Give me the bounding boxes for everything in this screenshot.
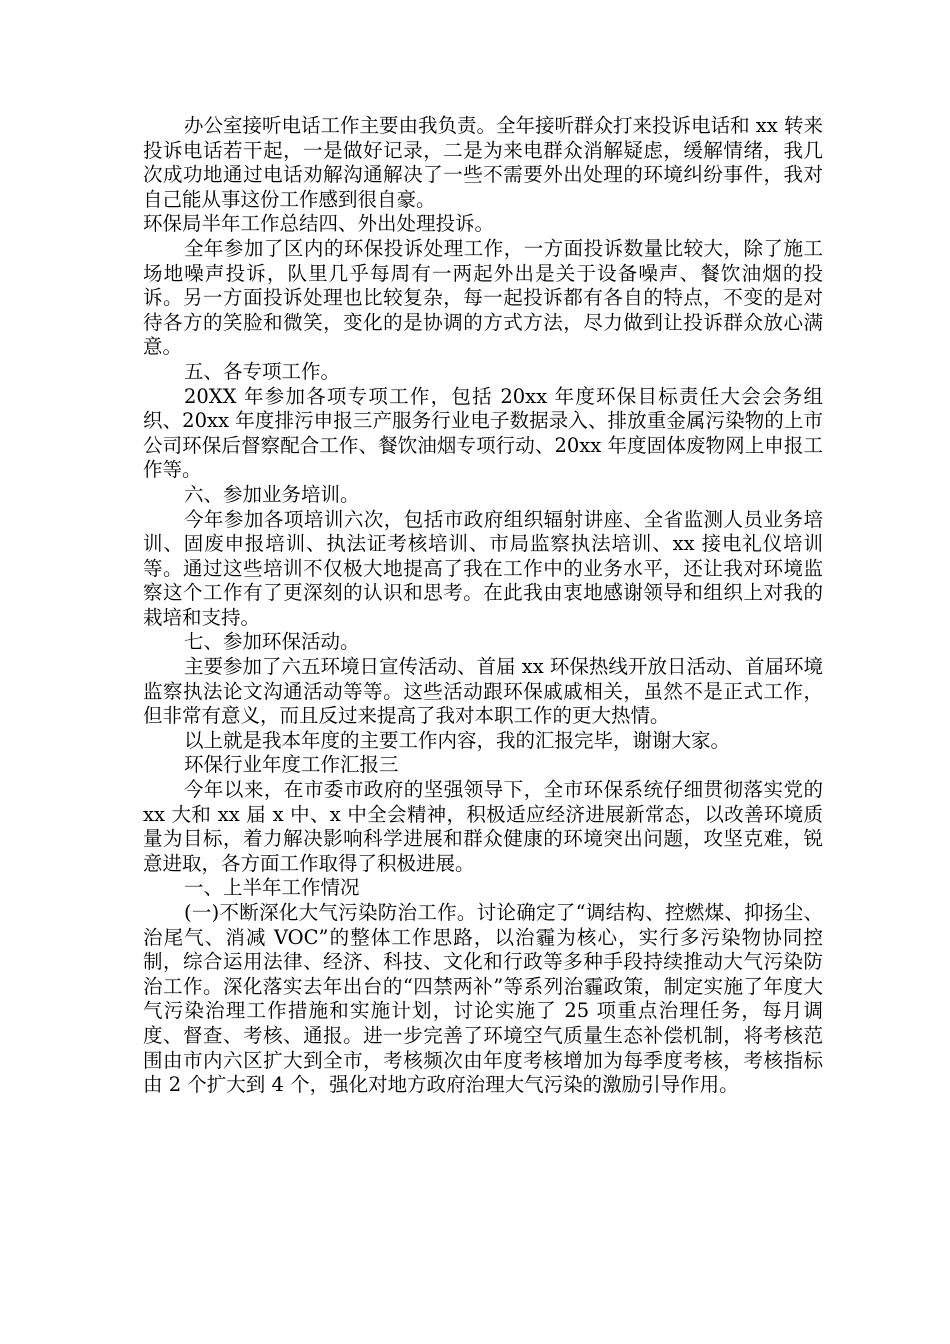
paragraph-special-work: 20XX 年参加各项专项工作，包括 20xx 年度环保目标责任大会会务组织、20xx 年度排污申报三产服务行业电子数据录入、排放重金属污染物的上市公司环保后督察配合工作、餐饮油烟专项行动、20xx 年度固体废物网上申报工作等。 [143, 384, 823, 482]
heading-training: 六、参加业务培训。 [183, 482, 360, 506]
paragraph-complaints: 全年参加了区内的环保投诉处理工作，一方面投诉数量比较大，除了施工场地噪声投诉，队里几乎每周有一两起外出是关于设备噪声、餐饮油烟的投诉。另一方面投诉处理也比较复杂，每一起投诉都有各自的特点，不变的是对待各方的笑脸和微笑，变化的是协调的方式方法，尽力做到让投诉群众放心满意。 [143, 236, 823, 359]
heading-first-half: 一、上半年工作情况 [183, 876, 360, 900]
heading-activities: 七、参加环保活动。 [183, 630, 360, 654]
paragraph-training: 今年参加各项培训六次，包括市政府组织辐射讲座、全省监测人员业务培训、固废申报培训、执法证考核培训、市局监察执法培训、xx 接电礼仪培训等。通过这些培训不仅极大地提高了我在工作中的业务水平，还让我对环境监察这个工作有了更深刻的认识和思考。在此我由衷地感谢领导和组织上对我的栽培和支持。 [143, 507, 823, 629]
paragraph-closing: 以上就是我本年度的主要工作内容，我的汇报完毕，谢谢大家。 [183, 728, 730, 752]
paragraph-air-pollution: (一)不断深化大气污染防治工作。讨论确定了“调结构、控燃煤、抑扬尘、治尾气、消减 VOC”的整体工作思路，以治霾为核心，实行多污染物协同控制，综合运用法律、经济、科技、文化和行政等多种手段持续推动大气污染防治工作。深化落实去年出台的“四禁两补”等系列治霾政策，制定实施了年度大气污染治理工作措施和实施计划，讨论实施了 25 项重点治理任务，每月调度、督查、考核、通报。进一步完善了环境空气质量生态补偿机制，将考核范围由市内六区扩大到全市，考核频次由年度考核增加为每季度考核，考核指标由 2 个扩大到 4 个，强化对地方政府治理大气污染的激励引导作用。 [143, 901, 823, 1097]
heading-report-three: 环保行业年度工作汇报三 [183, 753, 399, 777]
paragraph-activities: 主要参加了六五环境日宣传活动、首届 xx 环保热线开放日活动、首届环境监察执法论文沟通活动等等。这些活动跟环保戚戚相关，虽然不是正式工作，但非常有意义，而且反过来提高了我对本职工作的更大热情。 [143, 655, 823, 728]
paragraph-section-four-heading: 环保局半年工作总结四、外出处理投诉。 [143, 212, 495, 236]
document-page [143, 114, 823, 1098]
paragraph-report-intro: 今年以来，在市委市政府的坚强领导下，全市环保系统仔细贯彻落实党的 xx 大和 xx 届 x 中、x 中全会精神，积极适应经济进展新常态，以改善环境质量为目标，着力解决影响科学进展和群众健康的环境突出问题，攻坚克难，锐意进取，各方面工作取得了积极进展。 [143, 778, 823, 875]
paragraph-phone-duty: 办公室接听电话工作主要由我负责。全年接听群众打来投诉电话和 xx 转来投诉电话若干起，一是做好记录，二是为来电群众消解疑虑，缓解情绪，我几次成功地通过电话劝解沟通解决了一些不需要外出处理的环境纠纷事件，我对自己能从事这份工作感到很自豪。 [143, 114, 823, 211]
heading-special-work: 五、各专项工作。 [183, 359, 340, 383]
